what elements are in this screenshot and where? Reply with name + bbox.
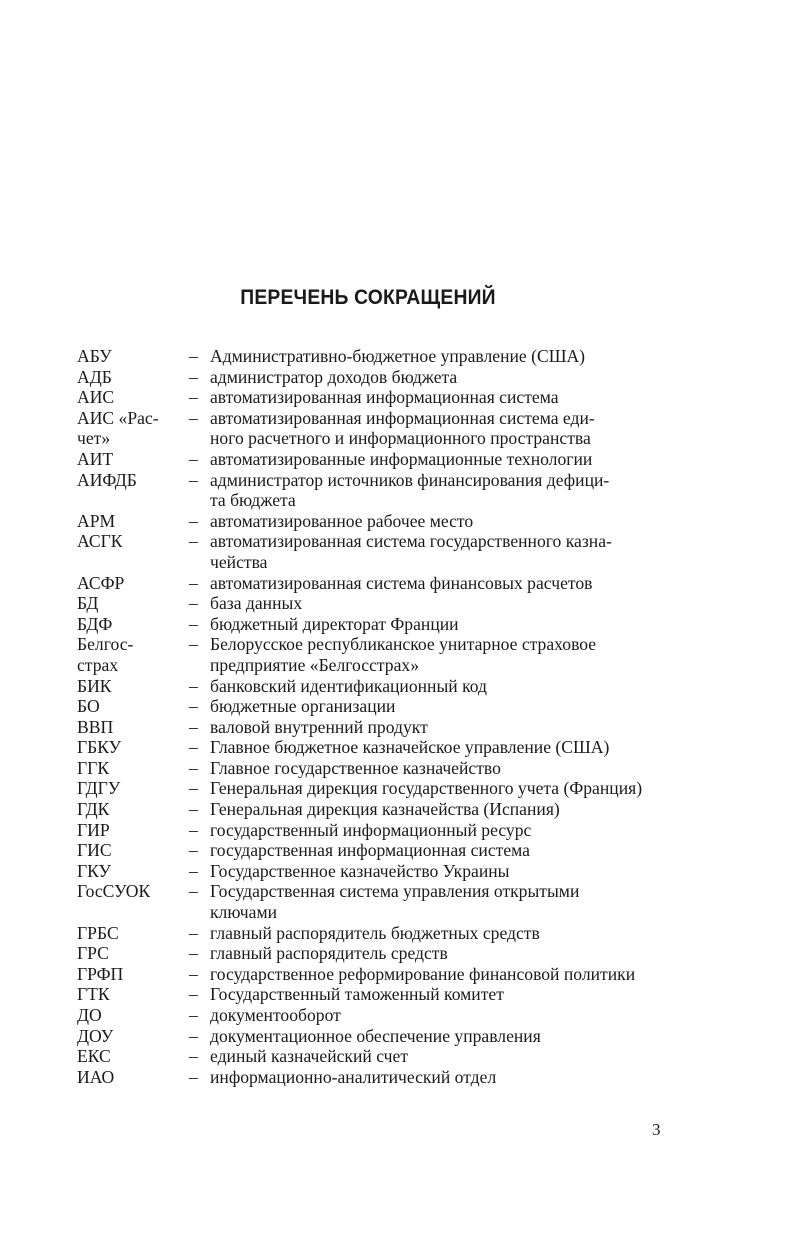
abbreviation-definition <box>210 614 677 635</box>
abbreviation-definition-line: Главное бюджетное казначейское управление (США) <box>210 737 610 758</box>
abbreviation-term-line: чет» <box>77 428 111 449</box>
abbreviation-term-line: ВВП <box>77 716 114 737</box>
abbreviation-definition <box>210 778 677 799</box>
abbreviation-term-line: страх <box>77 654 119 675</box>
abbreviation-definition-line: главный распорядитель средств <box>210 943 448 964</box>
abbreviation-term-line: ГБКУ <box>77 737 122 758</box>
abbreviation-term <box>77 737 189 758</box>
abbreviation-term-line: ИАО <box>77 1066 115 1087</box>
page-title: ПЕРЕЧЕНЬ СОКРАЩЕНИЙ <box>240 286 496 309</box>
abbreviation-definition-line: автоматизированная система государственного казна- <box>210 531 612 552</box>
abbreviation-entry <box>77 346 677 367</box>
abbreviation-entry <box>77 449 677 470</box>
dash-separator: – <box>189 613 198 634</box>
abbreviation-term-line: БДФ <box>77 613 113 634</box>
abbreviation-entry <box>77 470 677 511</box>
abbreviation-definition <box>210 367 677 388</box>
abbreviation-definition <box>210 449 677 470</box>
abbreviation-term <box>77 778 189 799</box>
abbreviation-term <box>77 758 189 779</box>
abbreviation-term <box>77 449 189 470</box>
abbreviation-definition <box>210 470 677 511</box>
abbreviation-definition-line: автоматизированная информационная система еди- <box>210 407 595 428</box>
abbreviation-definition-line: автоматизированные информационные технологии <box>210 448 593 469</box>
abbreviation-term <box>77 367 189 388</box>
abbreviation-entry <box>77 408 677 449</box>
dash-separator: – <box>189 757 198 778</box>
abbreviation-definition <box>210 634 677 675</box>
abbreviation-term-line: ГосСУОК <box>77 881 151 902</box>
abbreviation-term-line: ГТК <box>77 984 110 1005</box>
abbreviation-definition <box>210 1067 677 1088</box>
dash-separator: – <box>189 448 198 469</box>
abbreviation-entry <box>77 387 677 408</box>
dash-separator: – <box>189 510 198 531</box>
abbreviation-definition-line: государственное реформирование финансовой политики <box>210 963 636 984</box>
abbreviation-definition <box>210 387 677 408</box>
abbreviation-definition-line: Генеральная дирекция казначейства (Испания) <box>210 799 560 820</box>
abbreviation-definition-line: база данных <box>210 593 303 614</box>
abbreviation-definition-line: Государственный таможенный комитет <box>210 984 504 1005</box>
dash-separator: – <box>189 387 198 408</box>
abbreviation-definition <box>210 861 677 882</box>
abbreviation-term-line: ГДК <box>77 799 110 820</box>
dash-separator: – <box>189 984 198 1005</box>
abbreviation-term-line: ГДГУ <box>77 778 121 799</box>
abbreviation-entry <box>77 737 677 758</box>
abbreviation-term-line: ГКУ <box>77 860 112 881</box>
dash-separator: – <box>189 469 198 490</box>
abbreviation-term <box>77 593 189 614</box>
abbreviation-term <box>77 346 189 367</box>
dash-separator: – <box>189 840 198 861</box>
abbreviation-definition-line: Государственное казначейство Украины <box>210 860 510 881</box>
abbreviation-definition <box>210 1026 677 1047</box>
abbreviation-definition <box>210 676 677 697</box>
dash-separator: – <box>189 407 198 428</box>
dash-separator: – <box>189 860 198 881</box>
abbreviation-definition-line: государственный информационный ресурс <box>210 819 532 840</box>
abbreviation-term-line: АИТ <box>77 448 114 469</box>
abbreviation-term <box>77 470 189 491</box>
abbreviation-term-line: АДБ <box>77 366 112 387</box>
abbreviation-definition <box>210 1005 677 1026</box>
abbreviation-definition-line: автоматизированная система финансовых расчетов <box>210 572 593 593</box>
dash-separator: – <box>189 634 198 655</box>
dash-separator: – <box>189 696 198 717</box>
abbreviation-definition <box>210 593 677 614</box>
abbreviation-term-line: БИК <box>77 675 112 696</box>
abbreviation-entry <box>77 923 677 944</box>
abbreviation-term <box>77 799 189 820</box>
dash-separator: – <box>189 1005 198 1025</box>
abbreviation-entry <box>77 511 677 532</box>
abbreviation-definition-line: предприятие «Белгосстрах» <box>210 654 419 675</box>
abbreviation-term <box>77 923 189 944</box>
abbreviation-definition-line: Государственная система управления открытыми <box>210 881 580 902</box>
abbreviation-entry <box>77 964 677 985</box>
abbreviation-entry <box>77 984 677 1005</box>
abbreviation-term <box>77 1067 189 1088</box>
abbreviation-definition <box>210 1046 677 1067</box>
abbreviation-definition-line: Административно-бюджетное управление (США) <box>210 346 586 366</box>
abbreviation-entry <box>77 758 677 779</box>
dash-separator: – <box>189 1025 198 1046</box>
abbreviation-term <box>77 408 189 449</box>
dash-separator: – <box>189 1066 198 1087</box>
abbreviation-term <box>77 943 189 964</box>
abbreviation-definition-line: администратор доходов бюджета <box>210 366 458 387</box>
dash-separator: – <box>189 881 198 902</box>
abbreviation-definition <box>210 964 677 985</box>
abbreviation-term-line: БД <box>77 593 99 614</box>
abbreviation-definition <box>210 943 677 964</box>
abbreviation-term-line: АИС «Рас- <box>77 407 159 428</box>
abbreviation-term <box>77 1026 189 1047</box>
abbreviation-definition <box>210 717 677 738</box>
abbreviation-entry <box>77 531 677 572</box>
abbreviation-definition <box>210 820 677 841</box>
abbreviation-entry <box>77 881 677 922</box>
abbreviation-definition-line: государственная информационная система <box>210 840 530 861</box>
abbreviation-entry <box>77 573 677 594</box>
dash-separator: – <box>189 799 198 820</box>
abbreviation-definition-line: банковский идентификационный код <box>210 675 488 696</box>
abbreviation-definition-line: чейства <box>210 551 268 572</box>
abbreviation-term-line: АБУ <box>77 346 112 366</box>
abbreviation-term-line: ГРБС <box>77 922 119 943</box>
abbreviation-entry <box>77 1067 677 1088</box>
abbreviation-entry <box>77 717 677 738</box>
abbreviation-definition-line: Белорусское республиканское унитарное страховое <box>210 634 597 655</box>
abbreviation-entry <box>77 614 677 635</box>
abbreviation-definition-line: администратор источников финансирования дефици- <box>210 469 610 490</box>
abbreviation-entry <box>77 799 677 820</box>
abbreviation-entry <box>77 861 677 882</box>
abbreviation-definition-line: та бюджета <box>210 490 296 511</box>
dash-separator: – <box>189 922 198 943</box>
dash-separator: – <box>189 346 198 366</box>
abbreviation-definition-line: ного расчетного и информационного пространства <box>210 428 591 449</box>
abbreviation-term <box>77 634 189 675</box>
abbreviation-list <box>77 346 677 1087</box>
abbreviation-definition-line: бюджетный директорат Франции <box>210 613 459 634</box>
abbreviation-term <box>77 861 189 882</box>
abbreviation-term <box>77 676 189 697</box>
abbreviation-entry <box>77 593 677 614</box>
abbreviation-term <box>77 696 189 717</box>
abbreviation-definition <box>210 840 677 861</box>
abbreviation-definition-line: единый казначейский счет <box>210 1046 409 1067</box>
abbreviation-term <box>77 984 189 1005</box>
dash-separator: – <box>189 819 198 840</box>
abbreviation-entry <box>77 778 677 799</box>
abbreviation-entry <box>77 634 677 675</box>
abbreviation-definition <box>210 799 677 820</box>
abbreviation-term <box>77 511 189 532</box>
abbreviation-term-line: ДОУ <box>77 1025 114 1046</box>
abbreviation-term-line: АИС <box>77 387 115 408</box>
dash-separator: – <box>189 737 198 758</box>
abbreviation-entry <box>77 943 677 964</box>
abbreviation-term-line: ГРФП <box>77 963 124 984</box>
abbreviation-definition <box>210 737 677 758</box>
abbreviation-term <box>77 1046 189 1067</box>
abbreviation-definition <box>210 346 677 367</box>
abbreviation-term-line: АРМ <box>77 510 116 531</box>
dash-separator: – <box>189 593 198 614</box>
abbreviation-definition-line: валовой внутренний продукт <box>210 716 428 737</box>
abbreviation-term <box>77 820 189 841</box>
dash-separator: – <box>189 778 198 799</box>
abbreviation-definition <box>210 758 677 779</box>
abbreviation-definition <box>210 408 677 449</box>
dash-separator: – <box>189 572 198 593</box>
abbreviation-entry <box>77 840 677 861</box>
abbreviation-definition <box>210 881 677 922</box>
abbreviation-entry <box>77 1026 677 1047</box>
abbreviation-term <box>77 573 189 594</box>
abbreviation-term-line: АСГК <box>77 531 123 552</box>
abbreviation-term <box>77 964 189 985</box>
dash-separator: – <box>189 675 198 696</box>
abbreviation-term-line: БО <box>77 696 100 717</box>
dash-separator: – <box>189 1046 198 1067</box>
abbreviation-definition-line: бюджетные организации <box>210 696 396 717</box>
abbreviation-term <box>77 614 189 635</box>
abbreviation-term-line: ГИС <box>77 840 112 861</box>
abbreviation-definition-line: Главное государственное казначейство <box>210 757 501 778</box>
abbreviation-definition <box>210 573 677 594</box>
abbreviation-definition <box>210 531 677 572</box>
abbreviation-term <box>77 717 189 738</box>
abbreviation-term-line: ГРС <box>77 943 109 964</box>
abbreviation-definition-line: информационно-аналитический отдел <box>210 1066 497 1087</box>
dash-separator: – <box>189 531 198 552</box>
abbreviation-term-line: АИФДБ <box>77 469 137 490</box>
abbreviation-definition <box>210 696 677 717</box>
abbreviation-term-line: АСФР <box>77 572 125 593</box>
abbreviation-entry <box>77 676 677 697</box>
abbreviation-definition-line: документооборот <box>210 1005 341 1025</box>
abbreviation-definition-line: ключами <box>210 902 278 923</box>
abbreviation-entry <box>77 1005 677 1026</box>
abbreviation-term-line: ЕКС <box>77 1046 111 1067</box>
dash-separator: – <box>189 366 198 387</box>
abbreviation-term <box>77 1005 189 1026</box>
abbreviation-definition <box>210 511 677 532</box>
abbreviation-definition-line: документационное обеспечение управления <box>210 1025 541 1046</box>
dash-separator: – <box>189 963 198 984</box>
abbreviation-term-line: ГИР <box>77 819 110 840</box>
abbreviation-entry <box>77 367 677 388</box>
abbreviation-definition <box>210 984 677 1005</box>
page-number: 3 <box>652 1120 661 1139</box>
abbreviation-term <box>77 840 189 861</box>
abbreviation-definition-line: автоматизированная информационная система <box>210 387 559 408</box>
dash-separator: – <box>189 716 198 737</box>
abbreviation-definition <box>210 923 677 944</box>
dash-separator: – <box>189 943 198 964</box>
abbreviation-term <box>77 531 189 552</box>
abbreviation-definition-line: Генеральная дирекция государственного учета (Франция) <box>210 778 643 799</box>
abbreviation-definition-line: автоматизированное рабочее место <box>210 510 474 531</box>
abbreviation-term-line: ГГК <box>77 757 110 778</box>
abbreviation-entry <box>77 820 677 841</box>
abbreviation-term-line: Белгос- <box>77 634 134 655</box>
abbreviation-entry <box>77 696 677 717</box>
abbreviation-term <box>77 387 189 408</box>
abbreviation-entry <box>77 1046 677 1067</box>
abbreviation-definition-line: главный распорядитель бюджетных средств <box>210 922 540 943</box>
abbreviation-term <box>77 881 189 902</box>
abbreviation-term-line: ДО <box>77 1005 102 1025</box>
